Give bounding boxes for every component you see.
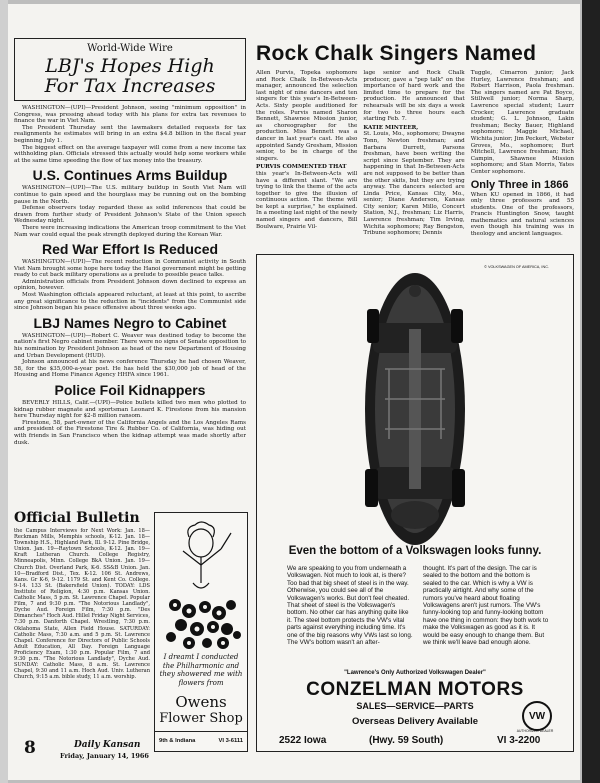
story-paragraph: WASHINGTON—(UPI)—The recent reduction in Communist activity in South Viet Nam brought some hope here today the Hanoi government might be getting ready to cut back military operations as a prelude to possible peace talks. <box>14 259 246 279</box>
vw-underside-photo <box>257 269 573 547</box>
story-paragraph: There were increasing indications the American troop commitment to the Viet Nam war could equal the peak strength deployed during the Korean War. <box>14 224 246 238</box>
flower-phone: VI 3-6111 <box>218 738 243 744</box>
story-column-text: lage senior and Rock Chalk producer, gave a "pep talk" on the importance of hard work and the limited time to prepare for the production. He announced that rehearsals will be six days a week for two to three hours each starting Feb. 7. <box>363 70 465 123</box>
rock-chalk-story <box>256 42 574 252</box>
lead-headline-line2: For Tax Increases <box>44 75 216 97</box>
world-wide-wire-column <box>14 38 246 508</box>
story-headline: LBJ Names Negro to Cabinet <box>33 314 227 331</box>
story-column-text: Tuggle, Cimarron junior; Jack Hurley, Lawrence freshman; and Robert Harrison, Paola freshman. The singers named are Pat Boyce, Stillwell junior; Norma Sharp, Lawrence special student; Laurr Crocker, Lawrence graduate student; G. L. Johnson, Lakin freshman; Becky Bauer, Highland sophomore; Maggie Michael, Wichita junior; Jim Peckert, Webster Groves, Mo., sophomore; Burt Mitchell, Lawrence freshman; Rich Campin, Shawnee Mission sophomore; and Stan Morris, Yates Center sophomore. <box>470 70 574 175</box>
flower-shop-ad <box>154 512 248 752</box>
vw-badge-text: AUTHORIZED DEALER <box>516 729 554 733</box>
newspaper-page <box>8 4 580 780</box>
conductor-illustration <box>155 513 247 653</box>
story-column-text: When KU opened in 1866, it had only three professors and 55 students. One of the professors, Francis Huntington Snow, taught mathematics and natural sciences even though his training was in theology and ancient languages. <box>470 191 574 238</box>
story-subhead: PURVIS COMMENTED THAT <box>256 164 347 171</box>
story-subhead: Only Three in 1866 <box>470 178 569 191</box>
vw-headline: Even the bottom of a Volkswagen looks funny. <box>288 545 542 557</box>
authorized-dealer-line: "Lawrence's Only Authorized Volkswagen Dealer" <box>344 670 486 676</box>
lead-paragraph: WASHINGTON—(UPI)—President Johnson, seeing "minimum opposition" in Congress, was pressing ahead today with his plans for extra tax revenues to finance the war in Viet Nam. <box>14 105 246 125</box>
paper-name: Daily Kansan <box>74 740 141 750</box>
bulletin-title: Official Bulletin <box>14 510 140 526</box>
vw-body-col2: thought. It's part of the design. The car is sealed to the bottom and the bottom is sealed to the car. Which is why a VW is practically airtight. And why some of the rumors you've heard about floating Volkswagens aren't just rumors. The VW's funny-looking top and funny-looking bottom have one thing in common: they both work to make the Volkswagen as good as it is. It would be easy enough to change them. But we think we'll leave bad enough alone. <box>423 565 549 647</box>
story-subhead: KATIE MINTEER, <box>363 124 419 131</box>
section-kicker: World-Wide Wire <box>87 43 173 54</box>
story-column-text: Allen Purvis, Topeka sophomore and Rock Chalk In-Between-Acts manager, announced the selection last night of nine dancers and ten singers for this year's In-Between-Acts. Sixty people auditioned for the roles. Purvis named Sharon Bennett, Shawnee Mission junior, as choreographer for the production. Miss Bennett was a dancer in last year's cast. He also appointed Sandy Gresham, Mission senior, to be in charge of the singers. <box>256 70 358 162</box>
dealer-phone: VI 3-2200 <box>497 735 541 746</box>
dealer-highway: (Hwy. 59 South) <box>369 735 444 746</box>
dealer-name: CONZELMAN MOTORS <box>306 679 524 700</box>
official-bulletin <box>14 510 150 738</box>
story-column-text: St. Louis, Mo., sophomore; Dwayne Tonn, Newton freshman; and Barbara Durrett, Parsons freshman, have been writing the script since September. They are happening in that In-Between-Acts are not supposed to be better than the other skits, but they are trying anyway. The dancers selected are Linda Price, Kansas City, Mo., senior; Diane Anderson, Kansas City senior; Karen Millo, Concert Station, N.J., freshman; Liz Harris, Lawrence freshman; Tim Irving, Wichita sophomore; Ray Bengston, Tribune sophomore; Dennis <box>363 131 465 237</box>
lead-paragraph: The biggest effect on the average taxpayer will come from a new income tax withholding plan. Officials stressed this actually would help some workers while at the same time speeding the flow of tax money into the treasury. <box>14 144 246 164</box>
story-paragraph: Most Washington officials appeared reluctant, at least at this point, to ascribe any great significance to the reduction in "incidents" from the Communist side since Johnson began his peace offensive about three weeks ago. <box>14 292 246 312</box>
flower-shop-name-2: Flower Shop <box>159 711 243 726</box>
story-paragraph: Firestone, 58, part-owner of the California Angels and the Los Angeles Rams and president of the Firestone Tire & Rubber Co. of California, was hiding out with friends in San Francisco when the kidnap attempt was made shortly after dusk. <box>14 419 246 446</box>
flower-address: 9th & Indiana <box>159 738 196 744</box>
issue-date: Friday, January 14, 1966 <box>60 752 149 760</box>
bulletin-text: the Campus Interviews for Next Work: Jan. 18—Reckman Mills, Memphis schools, K-12. Jan. 18—Township H.S., Highland Park, Ill. 9-12. Pine Bridge, Union. Jan. 19—Raytown Schools, K-12. Jan. 19—Kraft Lutheran Church. College Registry, Minneapolis, Minn. College BkA Union. Jan. 19—Church Dist. Overland Park, K-6. SS&B Union. Jan. 10—Bradford Dist., Tex. K-12. 106 St. Andrews, Kans. Gr K-6, 9-12. 1179 St. and Kent Co. College. 9-14. 133 St. (Bakersfield Union). TODAY: LDS Institute of Religion, 4:30 p.m. Kansas Union. Catholic Mass, 5 p.m. St. Lawrence Chapel. Popular Film, 7 and 9:30 p.m. "The Notorious Landlady", Dyche Aud. Foreign Film, 7:30 p.m. "Des Dimanches" Hoch Aud. Hillel Friday Night Services, 7:30 p.m. Danforth Chapel. Wrestling, 7:30 p.m. Oklahoma State, Allen Field House. SATURDAY: Catholic Mass, 7:30 a.m. and 5 p.m. St. Lawrence Chapel. Conference for Directors of Public Schools Adult Education, All Day. Foreign Language Proficiency Exam, 1:30 p.m. Popular Film, 7 and 9:30 p.m. "The Notorious Landlady", Dyche Aud. SUNDAY: Catholic Mass, 8 a.m. St. Lawrence Chapel, 9:30 and 11 a.m. Hoch Aud. Univ. Lutheran Church, 9:15 a.m. bible study, 11 a.m. worship. <box>14 528 150 681</box>
rock-chalk-headline: Rock Chalk Singers Named <box>256 42 537 65</box>
story-column-text: this year's In-Between-Acts will have a different slant. "We are trying to link the theme of the acts together to give the illusion of continuous action. The theme will be kept a surprise," he explained. In a meeting last night of the newly named singers and dancers, Bill Boulware, Prairie Vil- <box>256 170 358 230</box>
story-headline: U.S. Continues Arms Buildup <box>32 167 228 184</box>
flower-shop-name-1: Owens <box>175 693 227 711</box>
volkswagen-ad <box>256 254 574 752</box>
story-paragraph: BEVERLY HILLS, Calif.—(UPI)—Police bullets killed two men who plotted to kidnap rubber magnate and sportsman Leonard K. Firestone from his mansion here Thursday night for $2-8 million ransom. <box>14 400 246 420</box>
story-paragraph: Johnson announced at his news conference Thursday he had chosen Weaver, 58, for the $35,000-a-year post. He has held the $30,000 job of head of the Housing and Home Finance Agency HHFA since 1961. <box>14 359 246 379</box>
dealer-services: SALES—SERVICE—PARTS <box>356 701 474 711</box>
story-paragraph: WASHINGTON—(UPI)—Robert C. Weaver was destined today to become the nation's first Negro cabinet member. There were no signs of Senate opposition to his nomination by President Johnson as head of the new Department of Housing and Urban Development (HUD). <box>14 332 246 359</box>
lead-headline-line1: LBJ's Hopes High <box>45 55 215 77</box>
copyright-line: © VOLKSWAGEN OF AMERICA, INC. <box>484 265 549 269</box>
lead-paragraph: The President Thursday sent the lawmakers detailed requests for tax realignments he estimates will bring in an extra $4.8 billion in the fiscal year beginning July 1. <box>14 124 246 144</box>
dealer-address: 2522 Iowa <box>279 735 327 746</box>
page-number: 8 <box>24 738 36 758</box>
story-paragraph: Administration officials from President Johnson down declined to express an opinion, however. <box>14 278 246 292</box>
flower-ad-script: I dreamt I conducted the Philharmonic and they showered me with flowers from <box>159 653 243 687</box>
vw-logo: VW <box>522 701 552 731</box>
story-paragraph: Defense observers today regarded these as solid inferences that could be drawn from further study of President Johnson's State of the Union speech Wednesday night. <box>14 205 246 225</box>
overseas-delivery: Overseas Delivery Available <box>351 716 479 727</box>
vw-body-col1: We are speaking to you from underneath a Volkswagen. Not much to look at, is there? Too bad that big sheet of steel is in the way. Otherwise, you could see all of the Volkswagen's works. But don't feel cheated. That sheet of steel is the Volkswagen's bottom. No other car has anything quite like it. The steel bottom protects the VW's vital parts against everything including time. It's one of the big reasons why VWs last so long. The VW's bottom wasn't an after- <box>287 565 413 647</box>
page-gutter <box>0 0 8 783</box>
binding-edge <box>582 0 600 783</box>
story-headline: Police Foil Kidnappers <box>54 382 206 398</box>
story-paragraph: WASHINGTON—(UPI)—The U.S. military buildup in South Viet Nam will continue to gain speed and the hourglass may be running out on the bombing pause in the North. <box>14 185 246 205</box>
story-headline: Red War Effort Is Reduced <box>41 241 219 258</box>
